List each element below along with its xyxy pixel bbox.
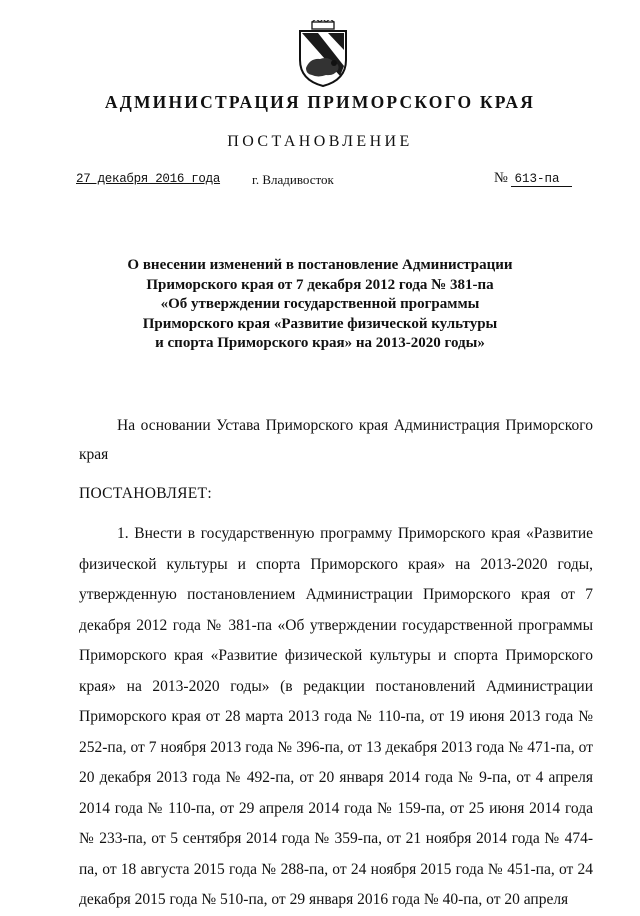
title-line: Приморского края «Развитие физической культуры — [142, 315, 498, 332]
document-city: г. Владивосток — [252, 172, 334, 187]
document-number — [494, 170, 572, 187]
document-date: 27 декабря 2016 года — [76, 172, 221, 186]
basis-paragraph: На основании Устава Приморского края Администрация Приморского края — [79, 417, 593, 463]
title-line: «Об утверждении государственной программы — [160, 296, 480, 312]
title-line: О внесении изменений в постановление Администрации — [127, 257, 513, 273]
document-type: ПОСТАНОВЛЕНИЕ — [227, 133, 413, 150]
resolves-heading: ПОСТАНОВЛЯЕТ: — [79, 485, 212, 502]
number-sign: № — [494, 170, 508, 186]
item-1-paragraph: 1. Внести в государственную программу Приморского края «Развитие физической культуры и спорта Приморского края» на 2013-2020 годы, утвержденную постановлением Администрации Приморского края от 7 декабря 2012 года № 381-па «Об утверждении государственной программы Приморского края «Развитие физической культуры и спорта Приморского края» на 2013-2020 годы» (в редакции постановлений Администрации Приморского края от 28 марта 2013 года № 110-па, от 19 июня 2013 года № 252-па, от 7 ноября 2013 года № 396-па, от 13 декабря 2013 года № 471-па, от 20 декабря 2013 года № 492-па, от 20 января 2014 года № 9-па, от 4 апреля 2014 года № 110-па, от 29 апреля 2014 года № 159-па, от 25 июня 2014 года № 233-па, от 5 сентября 2014 года № 359-па, от 21 ноября 2014 года № 474-па, от 18 августа 2015 года № 288-па, от 24 ноября 2015 года № 451-па, от 24 декабря 2015 года № 510-па, от 29 января 2016 года № 40-па, от 20 апреля — [79, 525, 593, 908]
title-line: и спорта Приморского края» на 2013-2020 годы» — [155, 335, 485, 351]
number-value: 613-па — [511, 172, 572, 187]
primorsky-coat-of-arms-icon — [296, 20, 350, 88]
issuing-authority: АДМИНИСТРАЦИЯ ПРИМОРСКОГО КРАЯ — [104, 92, 536, 112]
title-line: Приморского края от 7 декабря 2012 года № 381-па — [146, 276, 494, 293]
document-title — [0, 256, 640, 354]
